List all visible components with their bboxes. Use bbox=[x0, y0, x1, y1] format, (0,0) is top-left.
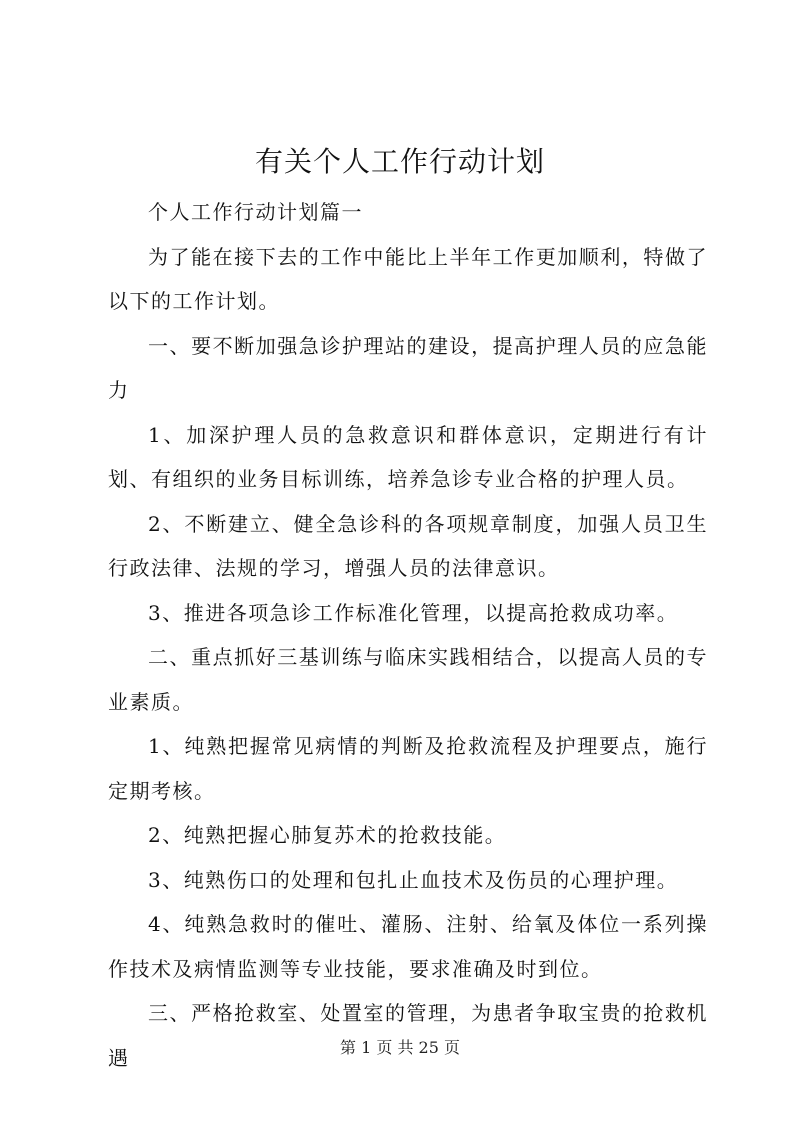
paragraph-item-two-4: 4、纯熟急救时的催吐、灌肠、注射、给氧及体位一系列操作技术及病情监测等专业技能，要求准确及时到位。 bbox=[108, 912, 708, 981]
page-footer: 第 1 页 共 25 页 bbox=[340, 1038, 460, 1057]
document-title: 有关个人工作行动计划 bbox=[254, 145, 545, 178]
paragraph-item-one-2: 2、不断建立、健全急诊科的各项规章制度，加强人员卫生行政法律、法规的学习，增强人员的法律意识。 bbox=[108, 511, 708, 580]
paragraph-item-one-3: 3、推进各项急诊工作标准化管理，以提高抢救成功率。 bbox=[148, 600, 679, 625]
paragraph-intro: 为了能在接下去的工作中能比上半年工作更加顺利，特做了以下的工作计划。 bbox=[108, 244, 708, 313]
paragraph-item-two-heading: 二、重点抓好三基训练与临床实践相结合，以提高人员的专业素质。 bbox=[108, 645, 708, 714]
paragraph-item-two-1: 1、纯熟把握常见病情的判断及抢救流程及护理要点，施行定期考核。 bbox=[108, 734, 708, 803]
document-body bbox=[108, 190, 708, 1080]
paragraph-item-two-2: 2、纯熟把握心肺复苏术的抢救技能。 bbox=[148, 823, 507, 847]
paragraph-item-one-1: 1、加深护理人员的急救意识和群体意识，定期进行有计划、有组织的业务目标训练，培养急诊专业合格的护理人员。 bbox=[108, 422, 708, 491]
paragraph-item-one-heading: 一、要不断加强急诊护理站的建设，提高护理人员的应急能力 bbox=[108, 333, 708, 402]
paragraph-item-two-3: 3、纯熟伤口的处理和包扎止血技术及伤员的心理护理。 bbox=[148, 867, 679, 892]
paragraph-section-heading: 个人工作行动计划篇一 bbox=[148, 200, 363, 224]
paragraph-item-three-heading: 三、严格抢救室、处置室的管理，为患者争取宝贵的抢救机遇 bbox=[108, 1001, 708, 1070]
